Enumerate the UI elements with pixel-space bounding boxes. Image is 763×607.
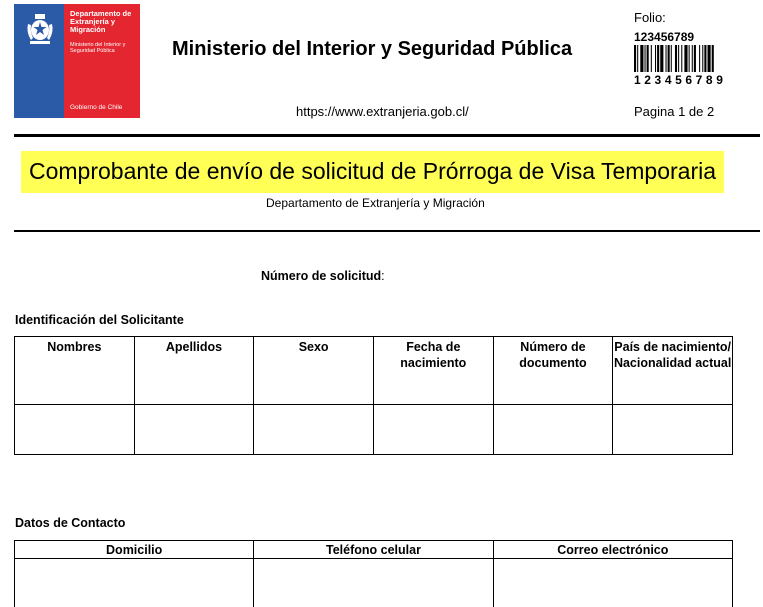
request-number-field (261, 269, 385, 283)
title-divider (14, 230, 760, 232)
website-link[interactable]: https://www.extranjeria.gob.cl/ (296, 104, 469, 119)
document-title: Comprobante de envío de solicitud de Prórroga de Visa Temporaria (21, 151, 724, 193)
barcode-bar (660, 45, 663, 72)
chile-coat-of-arms-icon (22, 10, 58, 46)
contact-section-title: Datos de Contacto (15, 516, 126, 530)
barcode-digits: 123456789 (634, 73, 727, 87)
barcode-bar (702, 45, 703, 72)
column-header-pais-nacionalidad: País de nacimiento/ Nacionalidad actual (613, 337, 733, 405)
barcode-bar (694, 45, 696, 72)
page-indicator: Pagina 1 de 2 (634, 104, 715, 119)
ministry-title: Ministerio del Interior y Seguridad Pública (172, 38, 573, 60)
cell-nombres (15, 405, 135, 455)
barcode-bar (634, 45, 636, 72)
barcode-bar (668, 45, 670, 72)
cell-numero-documento (493, 405, 613, 455)
request-number-label: Número de solicitud (261, 269, 382, 283)
column-header-apellidos: Apellidos (134, 337, 254, 405)
barcode-bar (712, 45, 714, 72)
barcode-bar (708, 45, 711, 72)
cell-domicilio (15, 559, 254, 607)
request-number-colon: : (381, 269, 385, 283)
column-header-domicilio: Domicilio (15, 541, 254, 559)
table-row (15, 405, 733, 455)
column-header-fecha-nacimiento: Fecha de nacimiento (373, 337, 493, 405)
barcode-bar (640, 45, 643, 72)
logo-government-text: Gobierno de Chile (70, 104, 123, 111)
contact-table (14, 540, 733, 607)
cell-apellidos (134, 405, 254, 455)
barcode-bar (681, 45, 682, 72)
barcode-bar (655, 45, 656, 72)
table-header-row (15, 541, 733, 559)
header-divider (14, 134, 760, 137)
column-header-numero-documento: Número de documento (493, 337, 613, 405)
identification-section-title: Identificación del Solicitante (15, 313, 184, 327)
barcode-icon (634, 45, 759, 72)
barcode-bar (704, 45, 706, 72)
barcode-bar (692, 45, 693, 72)
cell-sexo (254, 405, 374, 455)
cell-pais-nacionalidad (613, 405, 733, 455)
gobierno-de-chile-logo (14, 4, 140, 118)
identification-table (14, 336, 733, 455)
folio-number: 123456789 (634, 30, 695, 44)
column-header-telefono: Teléfono celular (254, 541, 493, 559)
barcode-bar (699, 45, 700, 72)
barcode-bar (657, 45, 659, 72)
barcode-bar (637, 45, 638, 72)
barcode-bar (666, 45, 667, 72)
logo-department-text: Departamento de Extranjería y Migración (70, 9, 132, 34)
table-row (15, 559, 733, 607)
column-header-nombres: Nombres (15, 337, 135, 405)
barcode-bar (675, 45, 677, 72)
folio-label: Folio: (634, 10, 666, 25)
barcode-bar (645, 45, 646, 72)
barcode-bar (684, 45, 687, 72)
logo-ministry-text: Ministerio del Interior y Seguridad Pública (70, 42, 126, 54)
barcode-bar (671, 45, 672, 72)
barcode-bar (678, 45, 679, 72)
barcode-bar (647, 45, 649, 72)
column-header-sexo: Sexo (254, 337, 374, 405)
column-header-correo: Correo electrónico (493, 541, 732, 559)
barcode-bar (689, 45, 690, 72)
cell-correo (493, 559, 732, 607)
cell-telefono (254, 559, 493, 607)
table-header-row (15, 337, 733, 405)
cell-fecha-nacimiento (373, 405, 493, 455)
department-subtitle: Departamento de Extranjería y Migración (266, 196, 485, 210)
barcode-bar (651, 45, 652, 72)
